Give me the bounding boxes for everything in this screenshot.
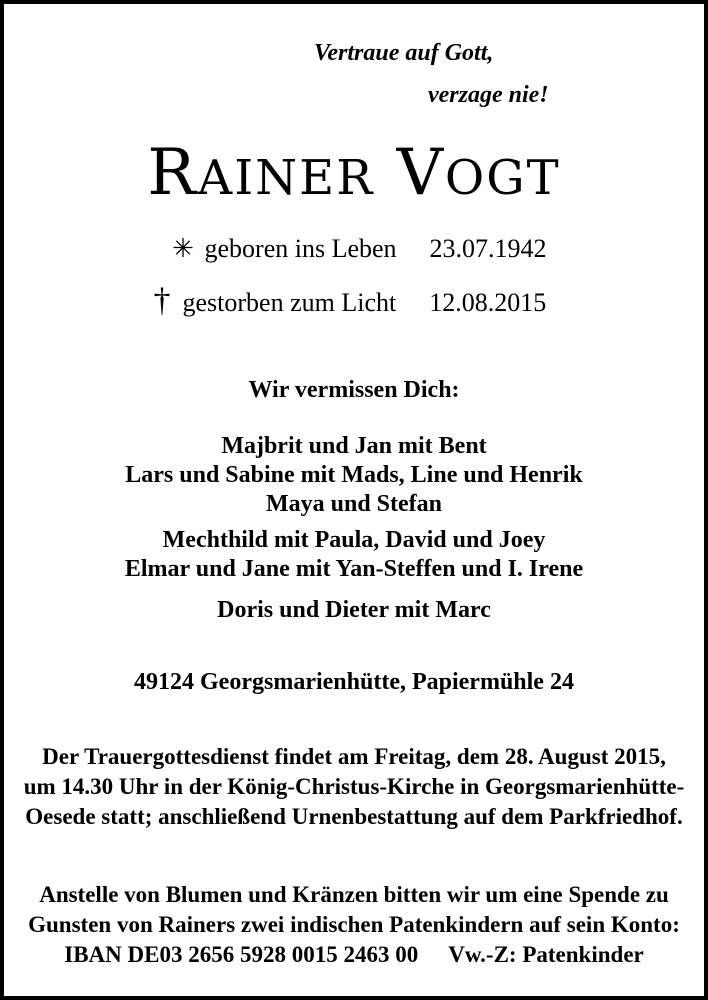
- service-line: um 14.30 Uhr in der König-Christus-Kirche in Georgsmarienhütte-: [23, 774, 685, 799]
- iban: IBAN DE03 2656 5928 0015 2463 00: [64, 942, 419, 967]
- motto-line-2: verzage nie!: [428, 82, 549, 108]
- service-info: [4, 742, 704, 832]
- family-line: Lars und Sabine mit Mads, Line und Henrik: [125, 462, 583, 488]
- family-line: Mechthild mit Paula, David und Joey: [162, 527, 546, 553]
- donation-line: Anstelle von Blumen und Kränzen bitten wir um eine Spende zu: [39, 882, 669, 907]
- motto-line-1: Vertraue auf Gott,: [314, 40, 494, 66]
- address: 49124 Georgsmarienhütte, Papiermühle 24: [134, 669, 574, 695]
- bank-line: [4, 940, 704, 970]
- donation-info: [4, 880, 704, 970]
- service-line: Der Trauergottesdienst findet am Freitag, dem 28. August 2015,: [42, 744, 666, 769]
- death-label: gestorben zum Licht: [182, 288, 397, 317]
- family-line: Majbrit und Jan mit Bent: [221, 433, 487, 459]
- birth-date: 23.07.1942: [429, 234, 547, 263]
- family-line: Maya und Stefan: [265, 491, 443, 517]
- birth-line: [168, 234, 547, 264]
- name-last-rest: OGT: [444, 150, 561, 206]
- service-line: Oesede statt; anschließend Urnenbestattung auf dem Parkfriedhof.: [25, 804, 683, 829]
- miss-heading: Wir vermissen Dich:: [248, 377, 460, 403]
- payment-reference: Vw.-Z: Patenkinder: [448, 942, 644, 967]
- birth-label: geboren ins Leben: [204, 234, 397, 263]
- family-line: Doris und Dieter mit Marc: [217, 597, 491, 623]
- name-first-initial: R: [147, 136, 198, 210]
- family-line: Elmar und Jane mit Yan-Steffen und I. Irene: [124, 556, 584, 582]
- family-group-3: [4, 596, 704, 625]
- name-first-rest: AINER: [197, 150, 375, 206]
- family-group-2: [4, 526, 704, 584]
- name-last-initial: V: [396, 136, 445, 210]
- cross-icon: †: [153, 282, 171, 319]
- death-date: 12.08.2015: [429, 288, 547, 317]
- deceased-name: [4, 136, 704, 210]
- donation-line: Gunsten von Rainers zwei indischen Patenkindern auf sein Konto:: [28, 912, 680, 937]
- death-line: [148, 282, 546, 320]
- star-icon: ✳: [172, 234, 194, 263]
- family-group-1: [4, 432, 704, 519]
